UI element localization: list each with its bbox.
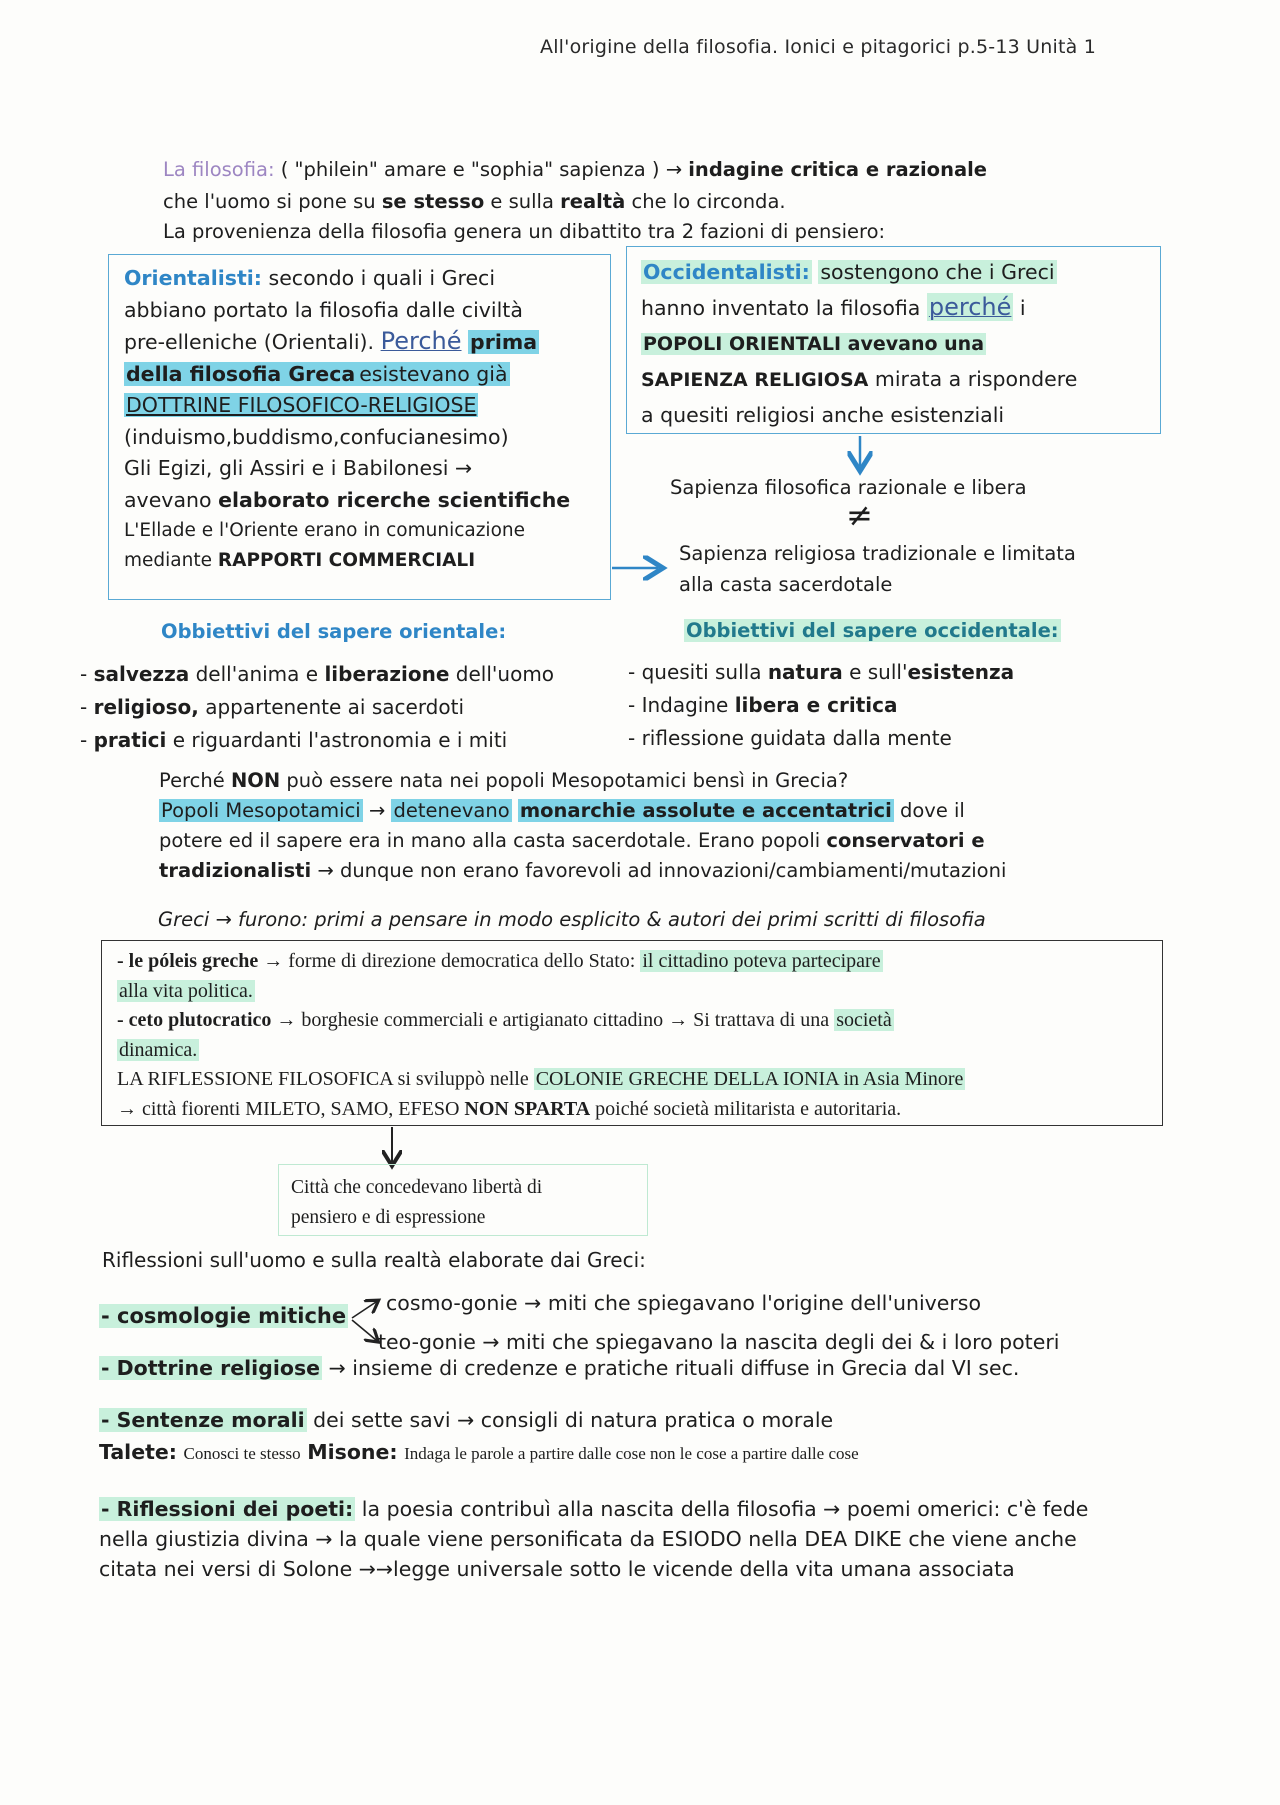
- highlight: detenevano: [393, 799, 510, 822]
- underlined-word: perché: [928, 293, 1012, 321]
- obiettivi-occidentale-list: [628, 656, 1014, 755]
- orientalisti-title: Orientalisti:: [124, 266, 262, 290]
- text: quesiti sulla: [641, 660, 762, 684]
- list-item: - Indagine libera e critica: [628, 693, 898, 717]
- text-bold: esistenza: [907, 660, 1015, 684]
- highlight: alla vita politica.: [119, 979, 253, 1002]
- text: Indaga le parole a partire dalle cose non le cose a partire dalle cose: [404, 1444, 859, 1463]
- obiettivi-occidentale-title: [684, 619, 1061, 642]
- text: → città fiorenti MILETO, SAMO, EFESO: [117, 1097, 460, 1120]
- text: potere ed il sapere era in mano alla casta sacerdotale. Erano popoli: [159, 829, 821, 852]
- text: e sulla: [490, 190, 554, 213]
- text-bold: - le póleis greche: [117, 950, 259, 972]
- list-item: - riflessione guidata dalla mente: [628, 726, 952, 750]
- text: → insieme di credenze e pratiche rituali diffuse in Grecia dal VI sec.: [328, 1356, 1020, 1380]
- citta-box: [278, 1164, 648, 1236]
- text: riflessione guidata dalla mente: [641, 726, 952, 750]
- text: alla casta sacerdotale: [679, 573, 893, 596]
- branch-arrow-icon: [352, 1320, 376, 1340]
- dottrine-line: [99, 1356, 1019, 1380]
- poeti-paragraph: [99, 1494, 1179, 1584]
- underlined-word: Perché: [380, 327, 462, 355]
- highlight: - Dottrine religiose: [101, 1356, 321, 1380]
- text-bold: conservatori e: [826, 829, 985, 852]
- text: la poesia contribuì alla nascita della filosofia → poemi omerici: c'è fede: [361, 1497, 1089, 1521]
- text: a quesiti religiosi anche esistenziali: [641, 403, 1005, 427]
- mesopotamia-paragraph: [159, 766, 1159, 886]
- text: Sapienza religiosa tradizionale e limitata: [679, 542, 1076, 565]
- text-bold: natura: [767, 660, 843, 684]
- obiettivi-orientale-title: [161, 620, 506, 643]
- page-header: All'origine della filosofia. Ionici e pitagorici p.5-13 Unità 1: [540, 36, 1097, 58]
- list-item: - quesiti sulla natura e sull'esistenza: [628, 660, 1015, 684]
- highlight: DOTTRINE FILOSOFICO-RELIGIOSE: [126, 393, 477, 417]
- compare-top: Sapienza filosofica razionale e libera: [670, 476, 1027, 499]
- polis-box: [101, 940, 1163, 1126]
- list-item: - salvezza dell'anima e liberazione dell'uomo: [80, 662, 555, 686]
- branch-arrow-icon: [352, 1302, 376, 1318]
- text: →: [368, 799, 386, 822]
- text-bold: NON SPARTA: [464, 1097, 591, 1120]
- text: dei sette savi → consigli di natura pratica o morale: [313, 1408, 834, 1432]
- highlight: - Riflessioni dei poeti:: [101, 1497, 354, 1521]
- text: → borghesie commerciali e artigianato cittadino → Si trattava di una: [276, 1009, 830, 1031]
- text-bold: salvezza: [93, 662, 190, 686]
- text: che l'uomo si pone su: [163, 190, 376, 213]
- text: → forme di direzione democratica dello Stato:: [263, 950, 636, 972]
- highlight: Popoli Mesopotamici: [161, 799, 361, 822]
- text: pensiero e di espressione: [291, 1207, 486, 1228]
- text: dell'uomo: [455, 662, 555, 686]
- text-bold: RAPPORTI COMMERCIALI: [217, 550, 476, 571]
- term-filosofia: La filosofia:: [163, 158, 275, 181]
- text-bold: religioso,: [93, 695, 199, 719]
- list-item: - pratici e riguardanti l'astronomia e i miti: [80, 728, 508, 752]
- text: Perché: [159, 769, 225, 792]
- text-bold: se stesso: [381, 190, 485, 213]
- definition-bold: indagine critica e razionale: [688, 158, 988, 181]
- highlight: il cittadino poteva partecipare: [642, 950, 881, 972]
- text: LA RIFLESSIONE FILOSOFICA si sviluppò nelle: [117, 1068, 529, 1090]
- occidentalisti-title: Occidentalisti:: [643, 260, 810, 284]
- sentenze-line: [99, 1408, 833, 1432]
- text: abbiano portato la filosofia dalle civiltà: [124, 297, 523, 322]
- not-equal-icon: ≠: [846, 496, 873, 534]
- text-bold: POPOLI ORIENTALI avevano una: [643, 333, 985, 355]
- text: Conosci te stesso: [183, 1444, 301, 1463]
- text: dove il: [899, 799, 965, 822]
- text: pre-elleniche (Orientali).: [124, 330, 375, 354]
- greci-line: Greci → furono: primi a pensare in modo esplicito & autori dei primi scritti di filosofia: [158, 908, 986, 931]
- text-bold: Talete:: [99, 1440, 178, 1464]
- text-bold: pratici: [93, 728, 167, 752]
- text: poiché società militarista e autoritaria.: [595, 1097, 902, 1120]
- highlight: monarchie assolute e accentatrici: [519, 799, 892, 822]
- text-bold: Misone:: [307, 1440, 398, 1464]
- list-item: - religioso, appartenente ai sacerdoti: [80, 695, 465, 719]
- text: può essere nata nei popoli Mesopotamici bensì in Grecia?: [286, 769, 849, 792]
- intro-line-3: La provenienza della filosofia genera un dibattito tra 2 fazioni di pensiero:: [163, 220, 886, 243]
- highlight: - Sentenze morali: [101, 1408, 305, 1432]
- text: Obbiettivi del sapere orientale:: [161, 620, 507, 643]
- teogonie: teo-gonie → miti che spiegavano la nascita degli dei & i loro poteri: [378, 1330, 1060, 1354]
- text: (induismo,buddismo,confucianesimo): [124, 424, 509, 449]
- text: che lo circonda.: [631, 190, 786, 213]
- highlight: - cosmologie mitiche: [101, 1304, 347, 1328]
- cosmologie-label: [99, 1304, 348, 1328]
- obiettivi-orientale-list: [80, 658, 554, 757]
- text: mediante: [124, 550, 212, 571]
- text: Indagine: [641, 693, 729, 717]
- text: e riguardanti l'astronomia e i miti: [172, 728, 508, 752]
- text: L'Ellade e l'Oriente erano in comunicazione: [124, 520, 526, 541]
- text-bold: - ceto plutocratico: [117, 1009, 272, 1031]
- highlight: dinamica.: [119, 1038, 198, 1061]
- text-bold: libera e critica: [734, 693, 898, 717]
- text: Città che concedevano libertà di: [291, 1177, 543, 1198]
- text: sostengono che i Greci: [820, 260, 1055, 284]
- cosmogonie: cosmo-gonie → miti che spiegavano l'origine dell'universo: [386, 1291, 982, 1315]
- text: → dunque non erano favorevoli ad innovazioni/cambiamenti/mutazioni: [317, 859, 1007, 882]
- text-bold: SAPIENZA RELIGIOSA: [641, 369, 869, 391]
- text: appartenente ai sacerdoti: [205, 695, 465, 719]
- text-bold: elaborato ricerche scientifiche: [218, 487, 571, 512]
- text-bold: liberazione: [324, 662, 450, 686]
- text: citata nei versi di Solone →→legge universale sotto le vicende della vita umana associata: [99, 1557, 1015, 1581]
- text: Obbiettivi del sapere occidentale:: [686, 619, 1059, 642]
- text-bold: tradizionalisti: [159, 859, 312, 882]
- text: dell'anima e: [195, 662, 319, 686]
- text: hanno inventato la filosofia: [641, 296, 921, 320]
- text: avevano: [124, 487, 212, 512]
- riflessioni-title: Riflessioni sull'uomo e sulla realtà elaborate dai Greci:: [102, 1248, 646, 1272]
- etymology: ( "philein" amare e "sophia" sapienza ) →: [280, 158, 683, 181]
- compare-bottom: [679, 538, 1076, 600]
- text: e sull': [849, 660, 908, 684]
- text: Gli Egizi, gli Assiri e i Babilonesi →: [124, 456, 473, 480]
- text-bold: realtà: [560, 190, 626, 213]
- text: nella giustizia divina → la quale viene personificata da ESIODO nella DEA DIKE che viene anche: [99, 1527, 1077, 1551]
- highlight: società: [836, 1009, 892, 1031]
- highlight: esistevano già: [359, 361, 508, 386]
- text: i: [1019, 296, 1026, 320]
- text-bold: NON: [230, 769, 281, 792]
- highlight: prima: [470, 330, 538, 354]
- talete-misone-line: [99, 1440, 859, 1464]
- highlight: della filosofia Greca: [126, 361, 356, 386]
- text: mirata a rispondere: [874, 367, 1078, 391]
- text: secondo i quali i Greci: [268, 266, 496, 290]
- highlight: COLONIE GRECHE DELLA IONIA in Asia Minore: [535, 1068, 964, 1090]
